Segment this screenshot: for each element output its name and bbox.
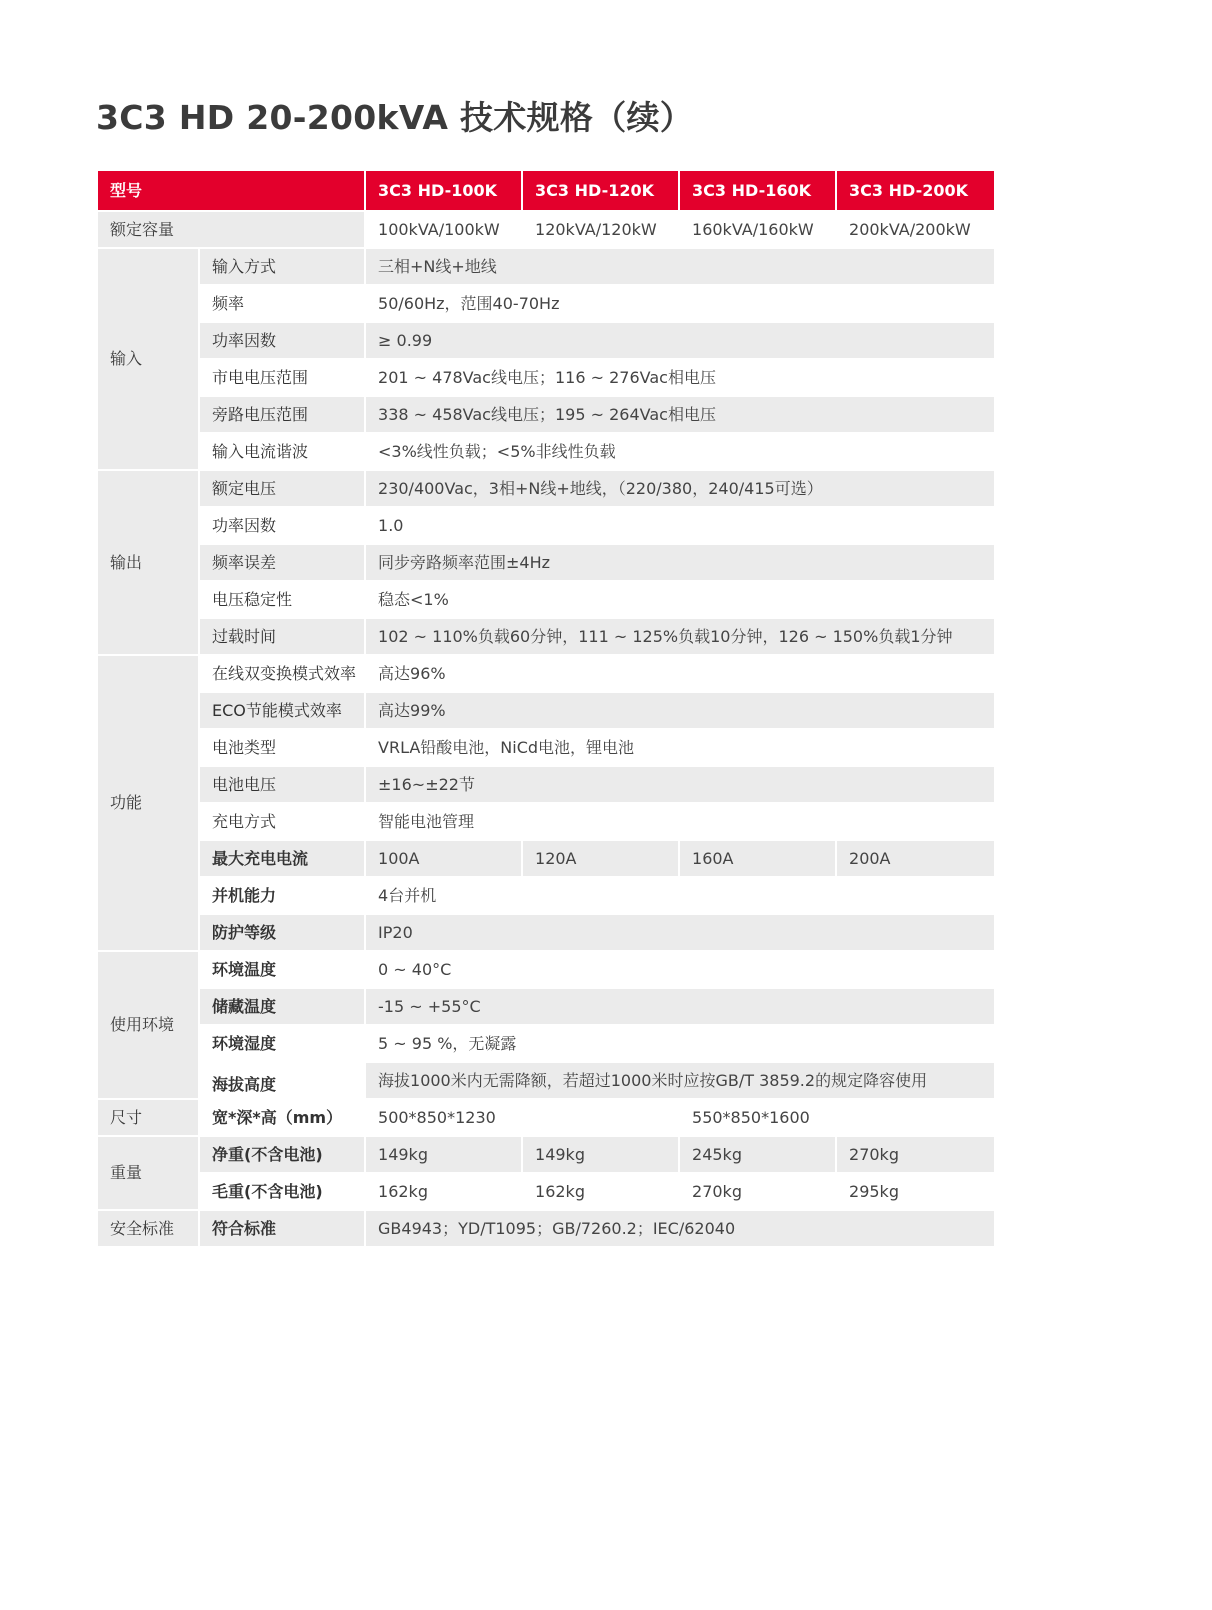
table-row — [97, 729, 995, 766]
spec-name: 在线双变换模式效率 — [199, 655, 365, 692]
model-header: 3C3 HD-200K — [836, 170, 995, 211]
spec-name: 旁路电压范围 — [199, 396, 365, 433]
table-row — [97, 951, 995, 988]
table-cell: 149kg — [522, 1136, 679, 1173]
table-cell: 149kg — [365, 1136, 522, 1173]
model-header: 3C3 HD-120K — [522, 170, 679, 211]
spec-name: 宽*深*高（mm） — [199, 1099, 365, 1136]
table-row — [97, 1099, 995, 1136]
table-cell: 500*850*1230 — [365, 1099, 679, 1136]
table-row — [97, 618, 995, 655]
spec-value: GB4943；YD/T1095；GB/7260.2；IEC/62040 — [365, 1210, 995, 1247]
spec-value: 102 ~ 110%负载60分钟，111 ~ 125%负载10分钟，126 ~ 150%负载1分钟 — [365, 618, 995, 655]
spec-value: 智能电池管理 — [365, 803, 995, 840]
spec-table — [96, 169, 996, 1248]
spec-name: 防护等级 — [199, 914, 365, 951]
table-row — [97, 1062, 995, 1099]
category-environment: 使用环境 — [97, 951, 199, 1099]
table-cell: 270kg — [836, 1136, 995, 1173]
table-cell: 162kg — [522, 1173, 679, 1210]
table-row — [97, 359, 995, 396]
table-row — [97, 581, 995, 618]
table-cell: 160kVA/160kW — [679, 211, 836, 248]
spec-value: 4台并机 — [365, 877, 995, 914]
table-cell: 162kg — [365, 1173, 522, 1210]
table-row — [97, 1210, 995, 1247]
spec-name: 电池类型 — [199, 729, 365, 766]
table-cell: 120A — [522, 840, 679, 877]
spec-value: IP20 — [365, 914, 995, 951]
spec-name: 过载时间 — [199, 618, 365, 655]
table-row — [97, 1025, 995, 1062]
spec-name: 最大充电电流 — [199, 840, 365, 877]
spec-value: 同步旁路频率范围±4Hz — [365, 544, 995, 581]
table-cell: 270kg — [679, 1173, 836, 1210]
table-cell: 200A — [836, 840, 995, 877]
table-row — [97, 544, 995, 581]
table-cell: 245kg — [679, 1136, 836, 1173]
spec-name: 并机能力 — [199, 877, 365, 914]
table-row — [97, 655, 995, 692]
table-row — [97, 322, 995, 359]
table-row — [97, 507, 995, 544]
rated-capacity-label: 额定容量 — [97, 211, 365, 248]
spec-value: 高达99% — [365, 692, 995, 729]
spec-name: 净重(不含电池) — [199, 1136, 365, 1173]
spec-value: 三相+N线+地线 — [365, 248, 995, 285]
spec-value: ±16~±22节 — [365, 766, 995, 803]
spec-name: 电压稳定性 — [199, 581, 365, 618]
model-label: 型号 — [97, 170, 365, 211]
table-cell: 295kg — [836, 1173, 995, 1210]
table-row — [97, 877, 995, 914]
spec-value: 0 ~ 40°C — [365, 951, 995, 988]
spec-value: 230/400Vac，3相+N线+地线，（220/380，240/415可选） — [365, 470, 995, 507]
spec-value: -15 ~ +55°C — [365, 988, 995, 1025]
table-row — [97, 914, 995, 951]
spec-value: 海拔1000米内无需降额，若超过1000米时应按GB/T 3859.2的规定降容使用 — [365, 1062, 995, 1099]
table-row — [97, 433, 995, 470]
table-cell: 160A — [679, 840, 836, 877]
table-cell: 550*850*1600 — [679, 1099, 995, 1136]
table-header-row — [97, 170, 995, 211]
category-weight: 重量 — [97, 1136, 199, 1210]
spec-name: 环境湿度 — [199, 1025, 365, 1062]
spec-value: <3%线性负载；<5%非线性负载 — [365, 433, 995, 470]
spec-name: 储藏温度 — [199, 988, 365, 1025]
table-row — [97, 396, 995, 433]
model-header: 3C3 HD-160K — [679, 170, 836, 211]
category-dimensions: 尺寸 — [97, 1099, 199, 1136]
category-function: 功能 — [97, 655, 199, 951]
page-title: 3C3 HD 20-200kVA 技术规格（续） — [96, 98, 694, 137]
spec-value: 1.0 — [365, 507, 995, 544]
spec-name: 毛重(不含电池) — [199, 1173, 365, 1210]
spec-value: 50/60Hz，范围40-70Hz — [365, 285, 995, 322]
spec-name: 充电方式 — [199, 803, 365, 840]
spec-name: 频率 — [199, 285, 365, 322]
spec-name: 电池电压 — [199, 766, 365, 803]
spec-name: 输入电流谐波 — [199, 433, 365, 470]
spec-name: 功率因数 — [199, 507, 365, 544]
spec-name: 额定电压 — [199, 470, 365, 507]
table-row — [97, 248, 995, 285]
category-input: 输入 — [97, 248, 199, 470]
spec-value: 高达96% — [365, 655, 995, 692]
spec-value: 201 ~ 478Vac线电压；116 ~ 276Vac相电压 — [365, 359, 995, 396]
category-safety: 安全标准 — [97, 1210, 199, 1247]
spec-value: ≥ 0.99 — [365, 322, 995, 359]
table-cell: 100A — [365, 840, 522, 877]
spec-value: 5 ~ 95 %，无凝露 — [365, 1025, 995, 1062]
table-row — [97, 988, 995, 1025]
table-cell: 120kVA/120kW — [522, 211, 679, 248]
table-row — [97, 692, 995, 729]
table-cell: 200kVA/200kW — [836, 211, 995, 248]
category-output: 输出 — [97, 470, 199, 655]
table-row — [97, 766, 995, 803]
table-row — [97, 840, 995, 877]
spec-name: 海拔高度 — [199, 1062, 365, 1099]
spec-name: 输入方式 — [199, 248, 365, 285]
spec-name: 频率误差 — [199, 544, 365, 581]
spec-name: ECO节能模式效率 — [199, 692, 365, 729]
table-row — [97, 1136, 995, 1173]
spec-name: 环境温度 — [199, 951, 365, 988]
table-row — [97, 470, 995, 507]
table-row — [97, 211, 995, 248]
spec-name: 功率因数 — [199, 322, 365, 359]
spec-value: VRLA铅酸电池，NiCd电池，锂电池 — [365, 729, 995, 766]
model-header: 3C3 HD-100K — [365, 170, 522, 211]
table-row — [97, 285, 995, 322]
spec-name: 市电电压范围 — [199, 359, 365, 396]
spec-value: 稳态<1% — [365, 581, 995, 618]
table-cell: 100kVA/100kW — [365, 211, 522, 248]
spec-name: 符合标准 — [199, 1210, 365, 1247]
table-row — [97, 803, 995, 840]
spec-value: 338 ~ 458Vac线电压；195 ~ 264Vac相电压 — [365, 396, 995, 433]
table-row — [97, 1173, 995, 1210]
